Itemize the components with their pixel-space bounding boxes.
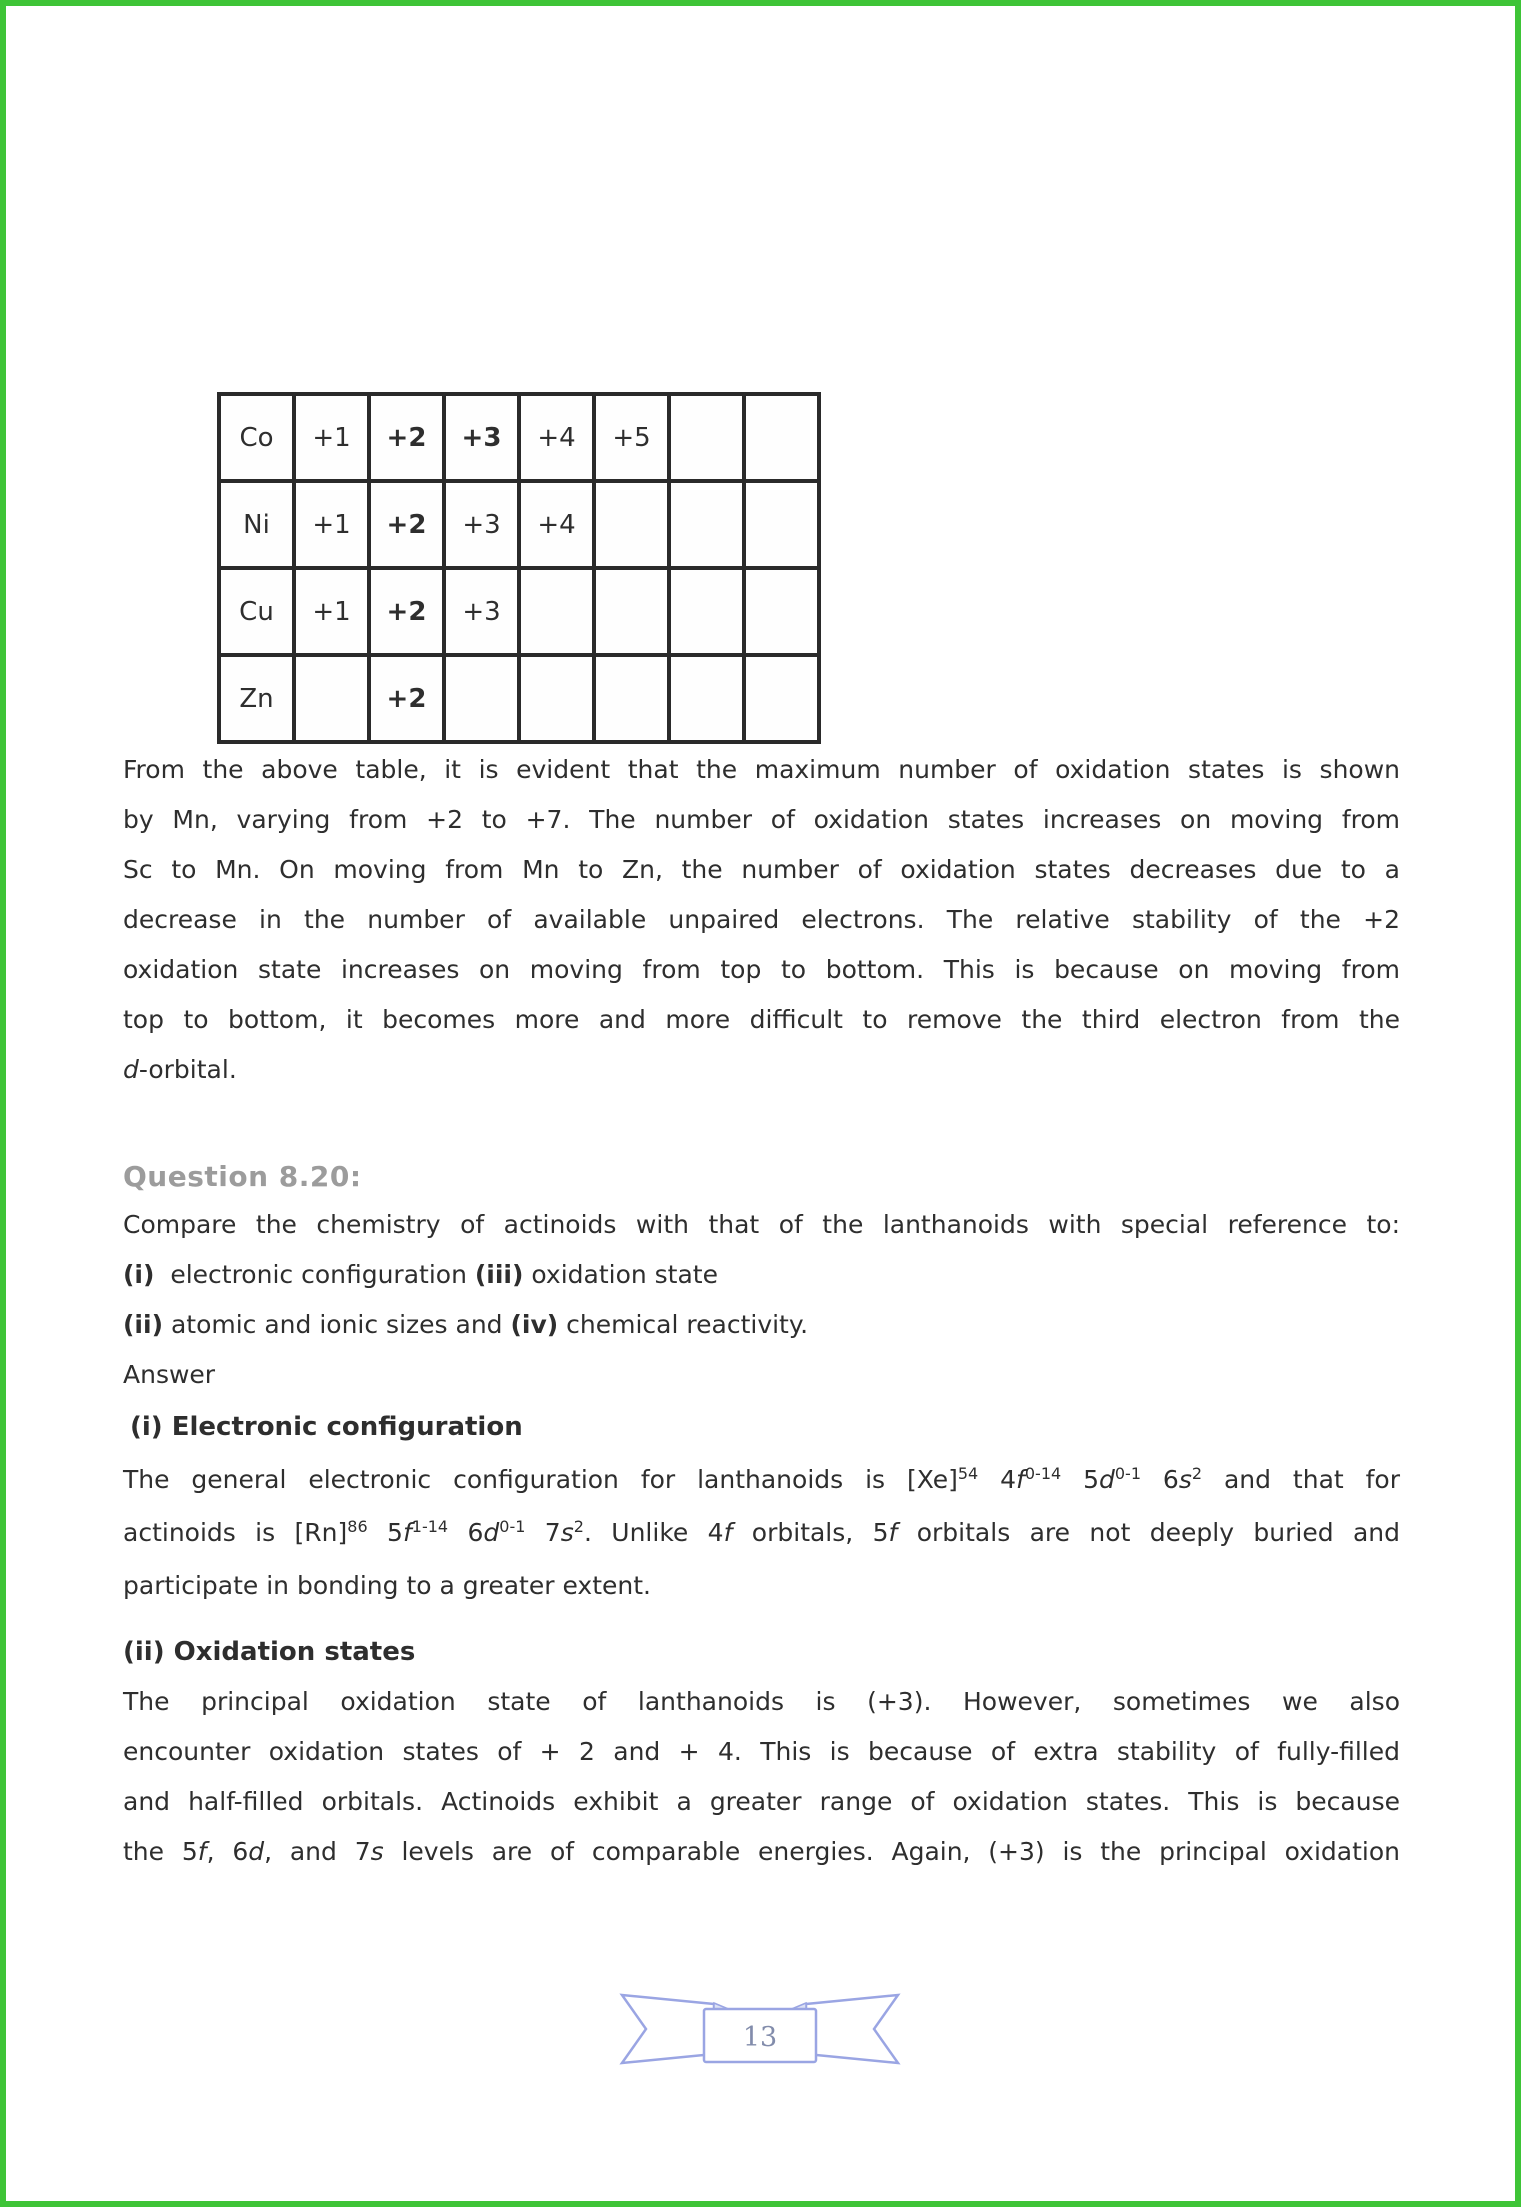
- state-cell: [519, 655, 594, 742]
- electronic-configuration-paragraph: [123, 1453, 1400, 1612]
- element-cell: Co: [219, 394, 294, 481]
- oxidation-table: [217, 392, 821, 744]
- state-cell: +3: [444, 394, 519, 481]
- page-number: 13: [742, 2022, 778, 2053]
- state-cell: +5: [594, 394, 669, 481]
- state-cell: +2: [369, 655, 444, 742]
- paragraph-line: decrease in the number of available unpaired electrons. The relative stability of the +2: [123, 905, 1400, 934]
- paragraph-line: oxidation state increases on moving from top to bottom. This is because on moving from: [123, 955, 1400, 984]
- state-cell: [744, 394, 819, 481]
- electronic-configuration-heading: (i) Electronic configuration: [130, 1412, 523, 1442]
- question-line: Compare the chemistry of actinoids with that of the lanthanoids with special reference to:: [123, 1210, 1400, 1239]
- paragraph-line: top to bottom, it becomes more and more difficult to remove the third electron from the: [123, 1005, 1400, 1034]
- state-cell: [669, 655, 744, 742]
- state-cell: +2: [369, 568, 444, 655]
- state-cell: [594, 481, 669, 568]
- state-cell: [444, 655, 519, 742]
- answer-label: Answer: [123, 1360, 216, 1389]
- state-cell: [594, 655, 669, 742]
- paragraph-line: The principal oxidation state of lanthanoids is (+3). However, sometimes we also: [123, 1687, 1400, 1716]
- state-cell: +1: [294, 394, 369, 481]
- table-row: [219, 568, 819, 655]
- element-cell: Ni: [219, 481, 294, 568]
- paragraph-line: actinoids is $[Rn]^{86}$ $5f^{1-14}$ $6d^{0-1}$ $7s^2$. Unlike 4f orbitals, 5f orbitals are not deeply buried and: [123, 1517, 1401, 1547]
- state-cell: +1: [294, 481, 369, 568]
- state-cell: +3: [444, 481, 519, 568]
- table-row: [219, 655, 819, 742]
- state-cell: [594, 568, 669, 655]
- oxidation-states-heading: (ii) Oxidation states: [123, 1637, 416, 1667]
- element-cell: Cu: [219, 568, 294, 655]
- ribbon-right-wing: [806, 1995, 898, 2063]
- oxidation-states-paragraph: [123, 1677, 1400, 1877]
- paragraph-line: and half-filled orbitals. Actinoids exhibit a greater range of oxidation states. This is because: [123, 1787, 1400, 1816]
- question-subpoint: (ii) atomic and ionic sizes and (iv) chemical reactivity.: [123, 1310, 809, 1339]
- paragraph-line: participate in bonding to a greater extent.: [123, 1571, 651, 1600]
- paragraph-line: The general electronic configuration for lanthanoids is $[Xe]^{54}$ $4f^{0-14}$ $5d^{0-1}$ $6s^2$ and that for: [123, 1464, 1400, 1494]
- state-cell: [669, 568, 744, 655]
- paragraph-line: d-orbital.: [123, 1055, 237, 1084]
- question-body: [123, 1200, 1400, 1350]
- paragraph-line: the 5f, 6d, and 7s levels are of comparable energies. Again, (+3) is the principal oxidation: [123, 1837, 1400, 1866]
- table-row: [219, 394, 819, 481]
- state-cell: +3: [444, 568, 519, 655]
- state-cell: [294, 655, 369, 742]
- page-number-ribbon: [610, 1988, 910, 2073]
- paragraph-line: encounter oxidation states of + 2 and + 4. This is because of extra stability of fully-filled: [123, 1737, 1400, 1766]
- state-cell: [744, 655, 819, 742]
- paragraph-line: From the above table, it is evident that the maximum number of oxidation states is shown: [123, 755, 1400, 784]
- question-heading: Question 8.20:: [123, 1160, 362, 1193]
- state-cell: +1: [294, 568, 369, 655]
- state-cell: [744, 481, 819, 568]
- table-summary-paragraph: [123, 745, 1400, 1095]
- paragraph-line: by Mn, varying from +2 to +7. The number of oxidation states increases on moving from: [123, 805, 1400, 834]
- state-cell: +4: [519, 481, 594, 568]
- paragraph-line: Sc to Mn. On moving from Mn to Zn, the number of oxidation states decreases due to a: [123, 855, 1400, 884]
- oxidation-states-table: [217, 392, 821, 744]
- element-cell: Zn: [219, 655, 294, 742]
- state-cell: +2: [369, 394, 444, 481]
- state-cell: +4: [519, 394, 594, 481]
- state-cell: [669, 481, 744, 568]
- question-subpoint: (i) electronic configuration (iii) oxidation state: [123, 1260, 718, 1289]
- state-cell: [519, 568, 594, 655]
- state-cell: +2: [369, 481, 444, 568]
- ribbon-left-wing: [622, 1995, 714, 2063]
- table-row: [219, 481, 819, 568]
- state-cell: [669, 394, 744, 481]
- oxidation-table-body: [219, 394, 819, 742]
- state-cell: [744, 568, 819, 655]
